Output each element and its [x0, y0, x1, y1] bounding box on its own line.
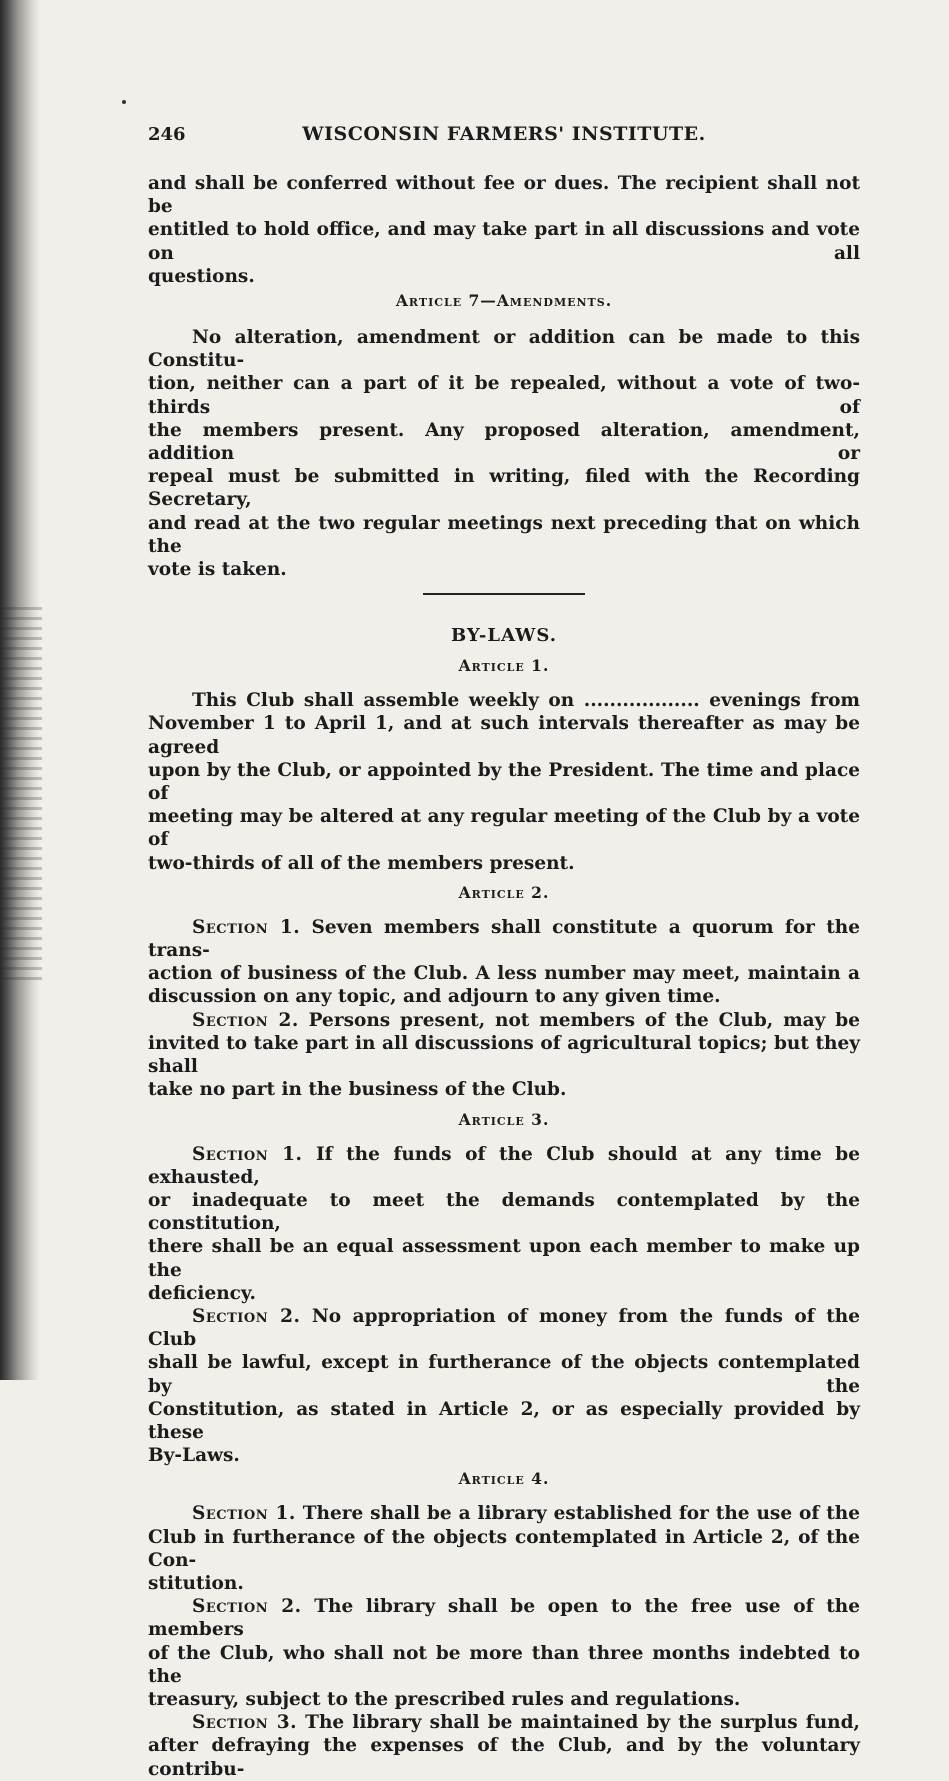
section-first-line: [148, 1143, 860, 1189]
bylaws-article3: [148, 1143, 860, 1468]
text-line: of the Club, who shall not be more than three months indebted to the: [148, 1642, 860, 1687]
bylaws-title: BY-LAWS.: [451, 625, 557, 647]
section-text: If the funds of the Club should at any time be exhausted,: [148, 1143, 860, 1188]
article-heading: Article 1.: [458, 656, 550, 676]
section-text: The library shall be maintained by the surplus fund,: [305, 1712, 860, 1734]
article-heading: Article 3.: [458, 1109, 550, 1129]
section-text: The library shall be open to the free use of the members: [148, 1596, 860, 1641]
running-title: WISCONSIN FARMERS' INSTITUTE.: [302, 123, 706, 145]
section-first-line: [148, 1711, 860, 1734]
text-line: entitled to hold office, and may take part in all discussions and vote on all: [148, 219, 860, 264]
text-line: No alteration, amendment or addition can be made to this Constitu-: [148, 327, 860, 372]
text-line: the members present. Any proposed alteration, amendment, addition or: [148, 419, 860, 465]
text-line: November 1 to April 1, and at such intervals thereafter as may be agreed: [148, 713, 860, 758]
section-label: Section 1.: [192, 916, 301, 938]
section-label: Section 3.: [192, 1712, 298, 1734]
section-text: Seven members shall constitute a quorum for the trans-: [148, 916, 860, 962]
section-first-line: [148, 1502, 860, 1525]
text-line: and shall be conferred without fee or dues. The recipient shall not be: [148, 173, 860, 218]
page-content: [148, 118, 860, 1781]
text-line: repeal must be submitted in writing, filed with the Recording Secretary,: [148, 466, 860, 511]
article-heading: Article 2.: [458, 882, 550, 902]
section-label: Section 2.: [192, 1596, 302, 1618]
text-line: shall be lawful, except in furtherance of the objects contemplated by the: [148, 1352, 860, 1397]
section-label: Section 1.: [192, 1143, 303, 1165]
text-line: or inadequate to meet the demands contemplated by the constitution,: [148, 1189, 860, 1235]
article7-paragraph: [148, 326, 860, 581]
text-line: and read at the two regular meetings next preceding that on which the: [148, 512, 860, 557]
text-line: after defraying the expenses of the Club, and by the voluntary contribu-: [148, 1735, 860, 1780]
text-line: This Club shall assemble weekly on .................. evenings from: [192, 690, 860, 712]
text-line: invited to take part in all discussions of agricultural topics; but they shall: [148, 1032, 860, 1078]
section-first-line: [148, 916, 860, 962]
speck: [122, 100, 126, 104]
section-label: Section 1.: [192, 1503, 296, 1525]
section-text: Persons present, not members of the Club, may be: [308, 1009, 860, 1031]
bylaws-article1-paragraph: [148, 689, 860, 875]
text-line: upon by the Club, or appointed by the President. The time and place of: [148, 759, 860, 805]
section-first-line: [148, 1305, 860, 1351]
article-heading: Article 7—Amendments.: [395, 291, 613, 311]
intro-paragraph: [148, 172, 860, 288]
text-line: By-Laws.: [148, 1445, 240, 1467]
page-number: 246: [148, 124, 186, 145]
bylaws-article2: [148, 916, 860, 1102]
show-through-marks: [0, 600, 42, 980]
text-line: take no part in the business of the Club.: [148, 1079, 567, 1101]
text-line: questions.: [148, 265, 255, 287]
text-line: action of business of the Club. A less number may meet, maintain a: [148, 963, 860, 985]
text-line: tion, neither can a part of it be repealed, without a vote of two-thirds of: [148, 373, 860, 418]
section-text: No appropriation of money from the funds of the Club: [148, 1305, 860, 1351]
article-heading: Article 4.: [458, 1469, 550, 1489]
text-line: treasury, subject to the prescribed rules and regulations.: [148, 1688, 741, 1710]
text-line: stitution.: [148, 1572, 244, 1594]
text-line: discussion on any topic, and adjourn to any given time.: [148, 986, 721, 1008]
text-line: deficiency.: [148, 1282, 257, 1304]
section-label: Section 2.: [192, 1009, 299, 1031]
text-line: Constitution, as stated in Article 2, or as especially provided by these: [148, 1398, 860, 1443]
page-header: [148, 118, 860, 150]
section-first-line: [148, 1009, 860, 1032]
section-first-line: [148, 1595, 860, 1641]
text-line: vote is taken.: [148, 559, 287, 581]
text-line: Club in furtherance of the objects contemplated in Article 2, of the Con-: [148, 1526, 860, 1571]
text-line: meeting may be altered at any regular meeting of the Club by a vote of: [148, 806, 860, 851]
text-line: two-thirds of all of the members present.: [148, 852, 575, 874]
text-line: there shall be an equal assessment upon each member to make up the: [148, 1236, 860, 1281]
bylaws-article4: [148, 1502, 860, 1780]
section-label: Section 2.: [192, 1305, 301, 1327]
section-text: There shall be a library established for the use of the: [302, 1503, 860, 1525]
